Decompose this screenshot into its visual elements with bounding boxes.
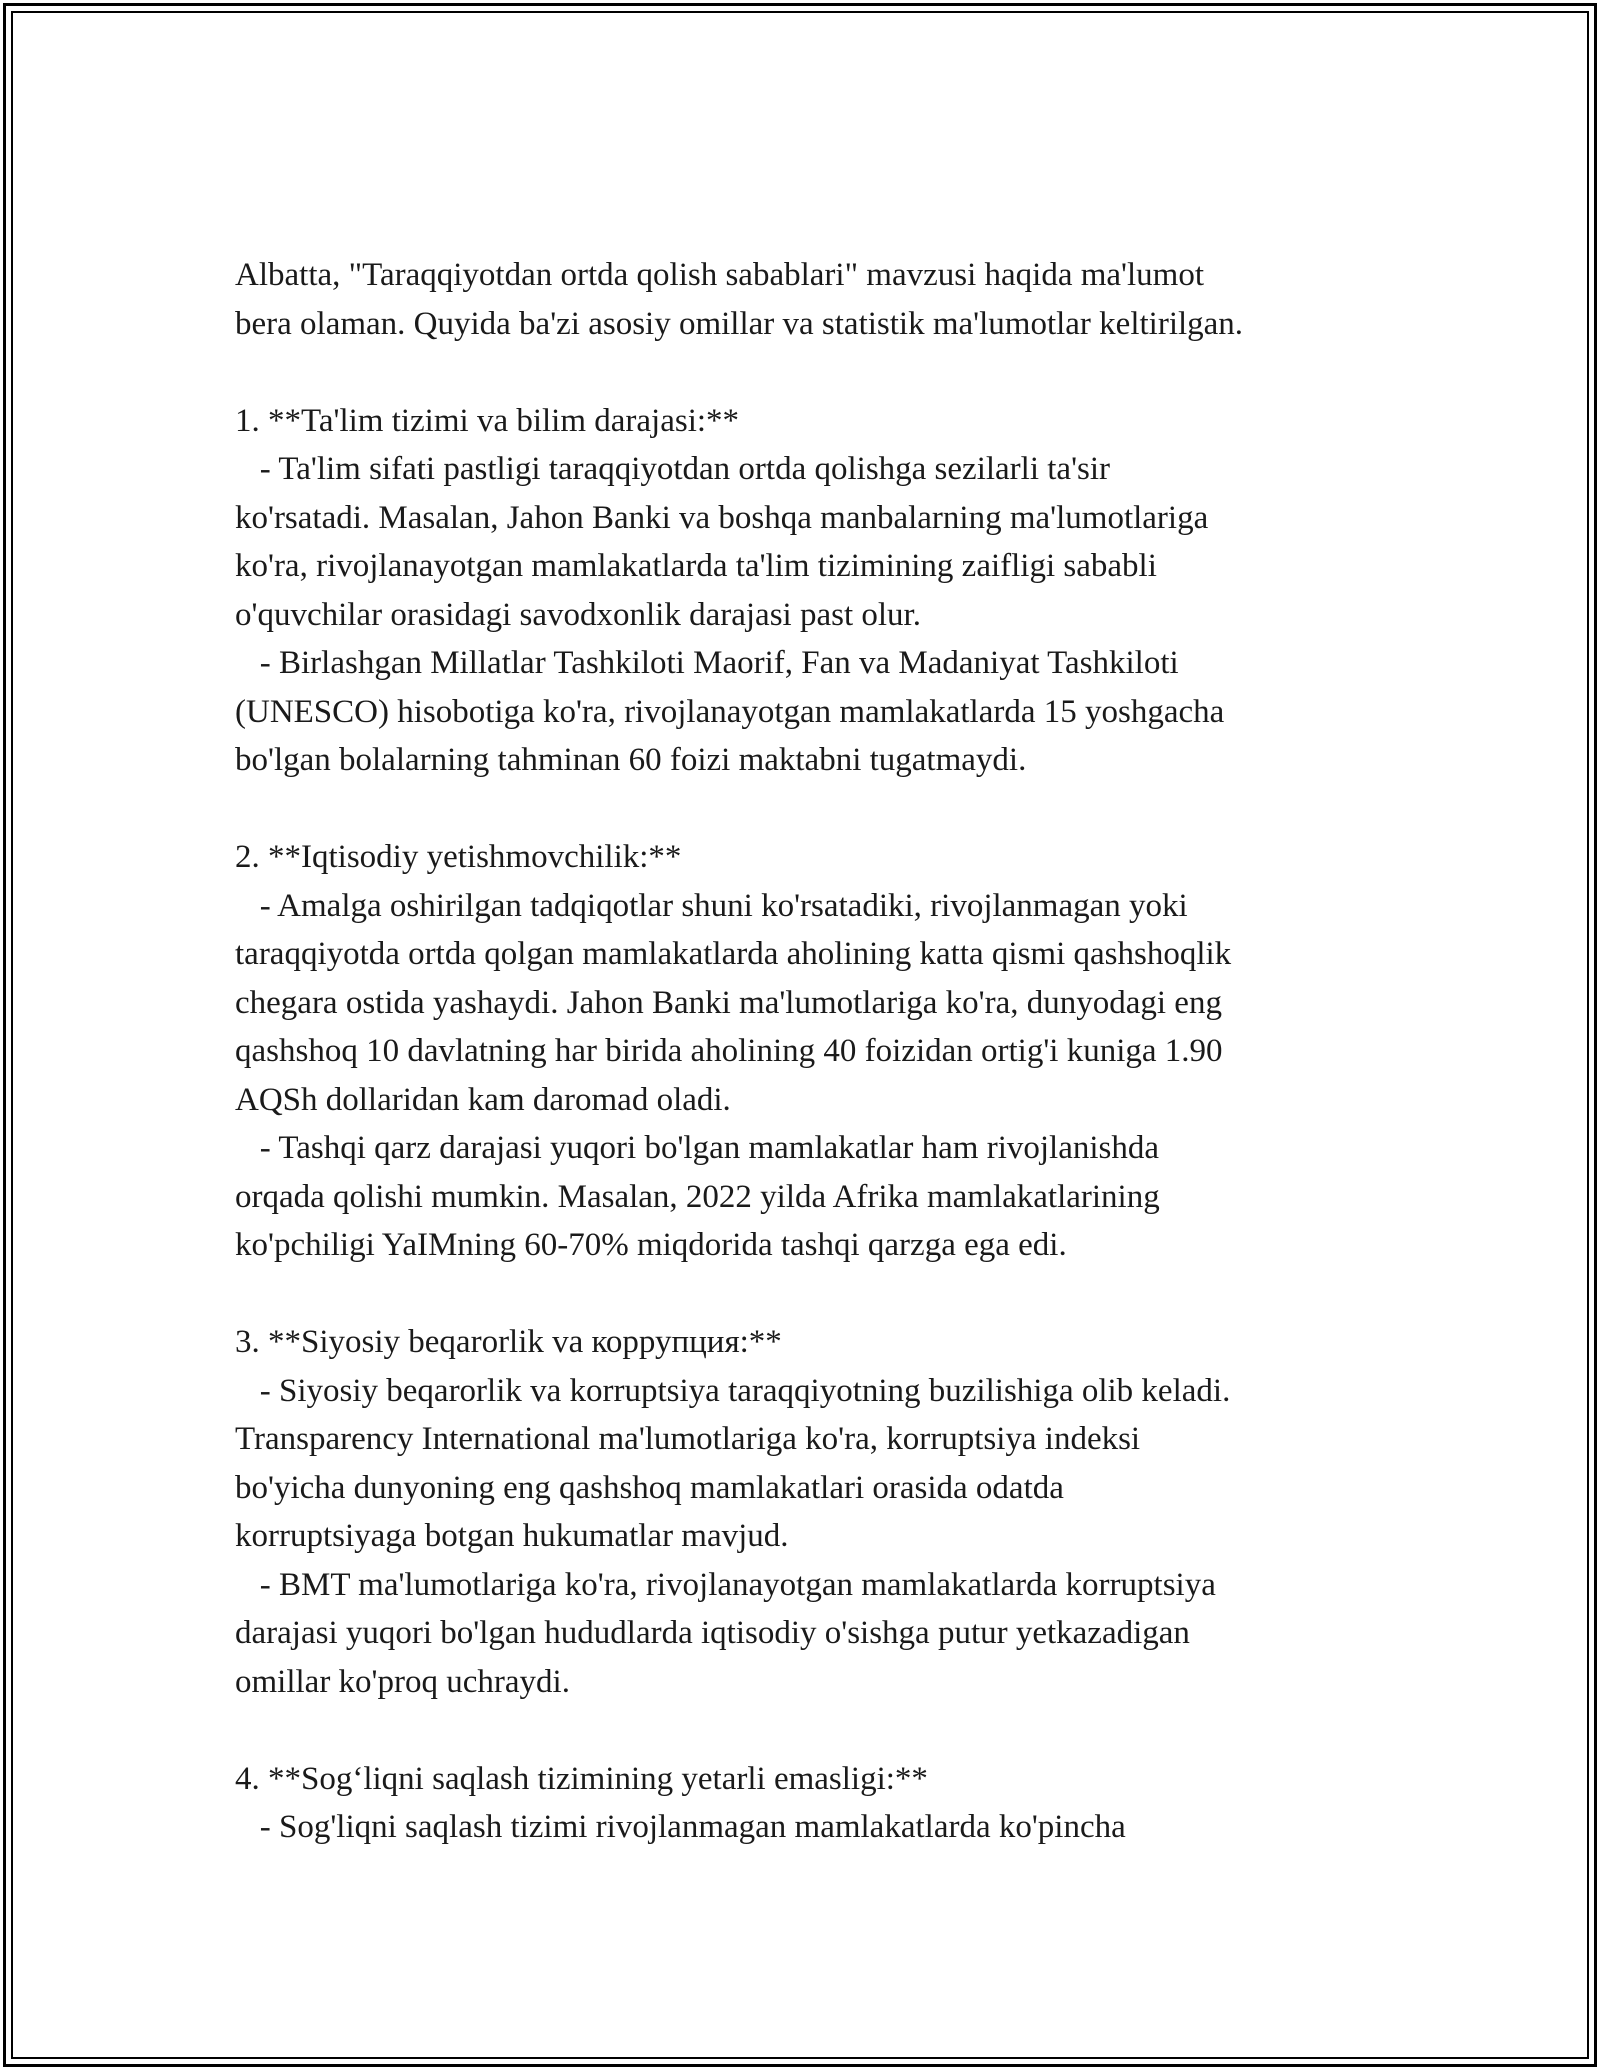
text-line: - Amalga oshirilgan tadqiqotlar shuni ko'rsatadiki, rivojlanmagan yoki	[235, 887, 1188, 924]
text-line: - Tashqi qarz darajasi yuqori bo'lgan mamlakatlar ham rivojlanishda	[235, 1130, 1159, 1166]
text-line: - Ta'lim sifati pastligi taraqqiyotdan ortda qolishga sezilarli ta'sir	[235, 451, 1111, 487]
text-line: ko'pchiligi YaIMning 60-70% miqdorida tashqi qarzga ega edi.	[235, 1227, 1067, 1263]
text-line: bo'lgan bolalarning tahminan 60 foizi maktabni tugatmaydi.	[235, 742, 1027, 778]
section-heading-1: 1. **Ta'lim tizimi va bilim darajasi:**	[235, 402, 740, 439]
text-line: o'quvchilar orasidagi savodxonlik darajasi past olur.	[235, 596, 921, 633]
text-line: - BMT ma'lumotlariga ko'ra, rivojlanayotgan mamlakatlarda korruptsiya	[235, 1566, 1216, 1603]
blank-line	[235, 348, 1465, 397]
text-line: Albatta, "Taraqqiyotdan ortda qolish sabablari" mavzusi haqida ma'lumot	[235, 257, 1204, 293]
text-line: qashshoq 10 davlatning har birida aholining 40 foizidan ortig'i kuniga 1.90	[235, 1033, 1223, 1069]
text-line: Transparency International ma'lumotlariga ko'ra, korruptsiya indeksi	[235, 1421, 1141, 1457]
text-line: ko'rsatadi. Masalan, Jahon Banki va boshqa manbalarning ma'lumotlariga	[235, 499, 1209, 536]
text-line: omillar ko'proq uchraydi.	[235, 1663, 570, 1700]
section-heading-4: 4. **Sog‘liqni saqlash tizimining yetarli emasligi:**	[235, 1760, 928, 1797]
text-line: bo'yicha dunyoning eng qashshoq mamlakatlari orasida odatda	[235, 1469, 1064, 1506]
text-line: - Birlashgan Millatlar Tashkiloti Maorif, Fan va Madaniyat Tashkiloti	[235, 645, 1179, 681]
text-line: bera olaman. Quyida ba'zi asosiy omillar va statistik ma'lumotlar keltirilgan.	[235, 305, 1244, 342]
document-text	[235, 251, 1465, 1852]
text-line: darajasi yuqori bo'lgan hududlarda iqtisodiy o'sishga putur yetkazadigan	[235, 1615, 1190, 1651]
blank-line	[235, 1706, 1465, 1755]
text-line: ko'ra, rivojlanayotgan mamlakatlarda ta'lim tizimining zaifligi sababli	[235, 548, 1157, 584]
text-line: AQSh dollaridan kam daromad oladi.	[235, 1081, 731, 1118]
text-line: - Siyosiy beqarorlik va korruptsiya taraqqiyotning buzilishiga olib keladi.	[235, 1372, 1231, 1409]
text-line: taraqqiyotda ortda qolgan mamlakatlarda aholining katta qismi qashshoqlik	[235, 936, 1232, 972]
blank-line	[235, 785, 1465, 834]
section-heading-3: 3. **Siyosiy beqarorlik va коррупция:**	[235, 1324, 782, 1360]
blank-line	[235, 1270, 1465, 1319]
text-line: chegara ostida yashaydi. Jahon Banki ma'lumotlariga ko'ra, dunyodagi eng	[235, 984, 1222, 1021]
text-line: (UNESCO) hisobotiga ko'ra, rivojlanayotgan mamlakatlarda 15 yoshgacha	[235, 693, 1225, 730]
text-line: korruptsiyaga botgan hukumatlar mavjud.	[235, 1518, 789, 1554]
text-line: orqada qolishi mumkin. Masalan, 2022 yilda Afrika mamlakatlarining	[235, 1178, 1160, 1215]
text-line: - Sog'liqni saqlash tizimi rivojlanmagan mamlakatlarda ko'pincha	[235, 1809, 1126, 1845]
section-heading-2: 2. **Iqtisodiy yetishmovchilik:**	[235, 839, 682, 875]
